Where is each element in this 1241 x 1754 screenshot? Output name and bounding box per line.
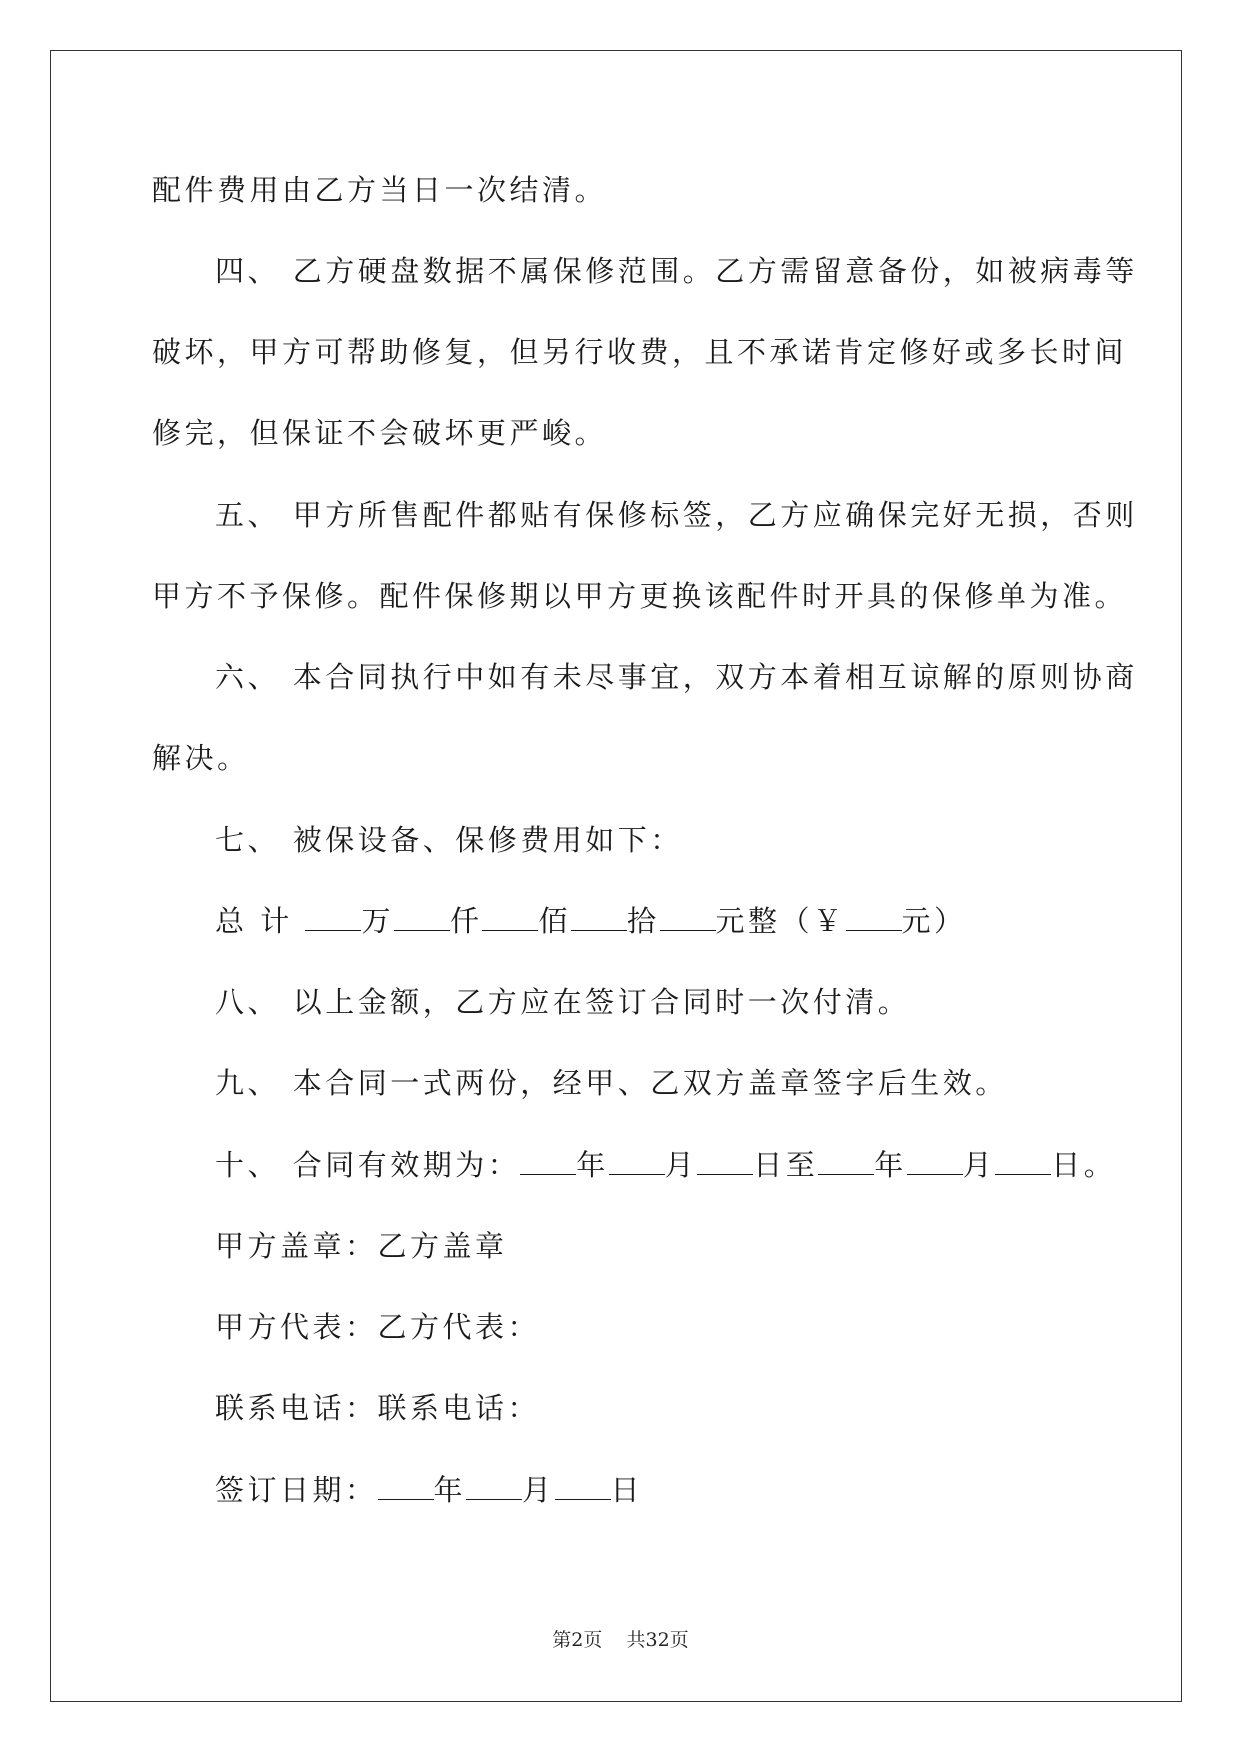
blank-yen-amount[interactable] <box>846 904 902 931</box>
validity-line <box>215 1145 1116 1185</box>
unit-month: 月 <box>962 1148 996 1182</box>
clause-six-line-1: 六、 本合同执行中如有未尽事宜，双方本着相互谅解的原则协商 <box>215 660 1138 694</box>
blank-wan[interactable] <box>305 904 361 931</box>
total-label: 总 计 <box>215 904 293 938</box>
blank-qian[interactable] <box>394 904 450 931</box>
clause-five-line-1: 五、 甲方所售配件都贴有保修标签，乙方应确保完好无损，否则 <box>215 498 1138 532</box>
page-border <box>50 50 1182 1702</box>
blank-day-end[interactable] <box>995 1148 1051 1175</box>
clause-nine: 九、 本合同一式两份，经甲、乙双方盖章签字后生效。 <box>215 1066 1008 1100</box>
page-footer <box>0 1628 1241 1652</box>
unit-qian: 仟 <box>449 904 483 938</box>
phone-line: 联系电话：联系电话： <box>215 1391 541 1425</box>
clause-six-line-2: 解决。 <box>152 741 250 775</box>
sign-date-label: 签订日期： <box>215 1473 378 1507</box>
unit-day: 日 <box>610 1473 644 1507</box>
clause-seven: 七、 被保设备、保修费用如下： <box>215 823 683 857</box>
blank-month-start[interactable] <box>609 1148 665 1175</box>
page-total: 共32页 <box>626 1629 689 1651</box>
unit-year: 年 <box>874 1148 907 1182</box>
clause-four-line-1: 四、 乙方硬盘数据不属保修范围。乙方需留意备份，如被病毒等 <box>215 254 1138 288</box>
blank-sign-year[interactable] <box>378 1473 434 1500</box>
representative-line: 甲方代表：乙方代表： <box>215 1310 541 1344</box>
blank-month-end[interactable] <box>907 1148 963 1175</box>
unit-shi: 拾 <box>626 904 660 938</box>
clause-four-line-3: 修完，但保证不会破坏更严峻。 <box>152 416 608 450</box>
clause-five-line-2: 甲方不予保修。配件保修期以甲方更换该配件时开具的保修单为准。 <box>152 579 1128 613</box>
blank-year-end[interactable] <box>818 1148 874 1175</box>
blank-shi[interactable] <box>571 904 627 931</box>
blank-day-start[interactable] <box>697 1148 753 1175</box>
blank-year-start[interactable] <box>520 1148 576 1175</box>
page-number: 第2页 <box>552 1629 603 1651</box>
unit-yuan-close: 元） <box>901 904 967 938</box>
clause-eight: 八、 以上金额，乙方应在签订合同时一次付清。 <box>215 985 911 1019</box>
unit-wan: 万 <box>361 904 394 938</box>
unit-year: 年 <box>576 1148 609 1182</box>
unit-day-end: 日。 <box>1051 1148 1117 1182</box>
clause-four-line-2: 破坏，甲方可帮助修复，但另行收费，且不承诺肯定修好或多长时间 <box>152 335 1128 369</box>
paragraph-line: 配件费用由乙方当日一次结清。 <box>152 173 608 207</box>
total-amount-line <box>215 901 967 941</box>
blank-bai[interactable] <box>482 904 538 931</box>
blank-yuan[interactable] <box>660 904 716 931</box>
unit-month: 月 <box>522 1473 555 1507</box>
validity-label: 十、 合同有效期为： <box>215 1148 521 1182</box>
seal-line: 甲方盖章：乙方盖章 <box>215 1229 508 1263</box>
sign-date-line <box>215 1470 643 1510</box>
yen-sign: ￥ <box>813 904 846 938</box>
unit-day-to: 日至 <box>753 1148 819 1182</box>
blank-sign-day[interactable] <box>555 1473 611 1500</box>
unit-bai: 佰 <box>538 904 571 938</box>
unit-yuan-zheng: 元整（ <box>715 904 814 938</box>
blank-sign-month[interactable] <box>466 1473 522 1500</box>
unit-month: 月 <box>664 1148 698 1182</box>
unit-year: 年 <box>433 1473 467 1507</box>
